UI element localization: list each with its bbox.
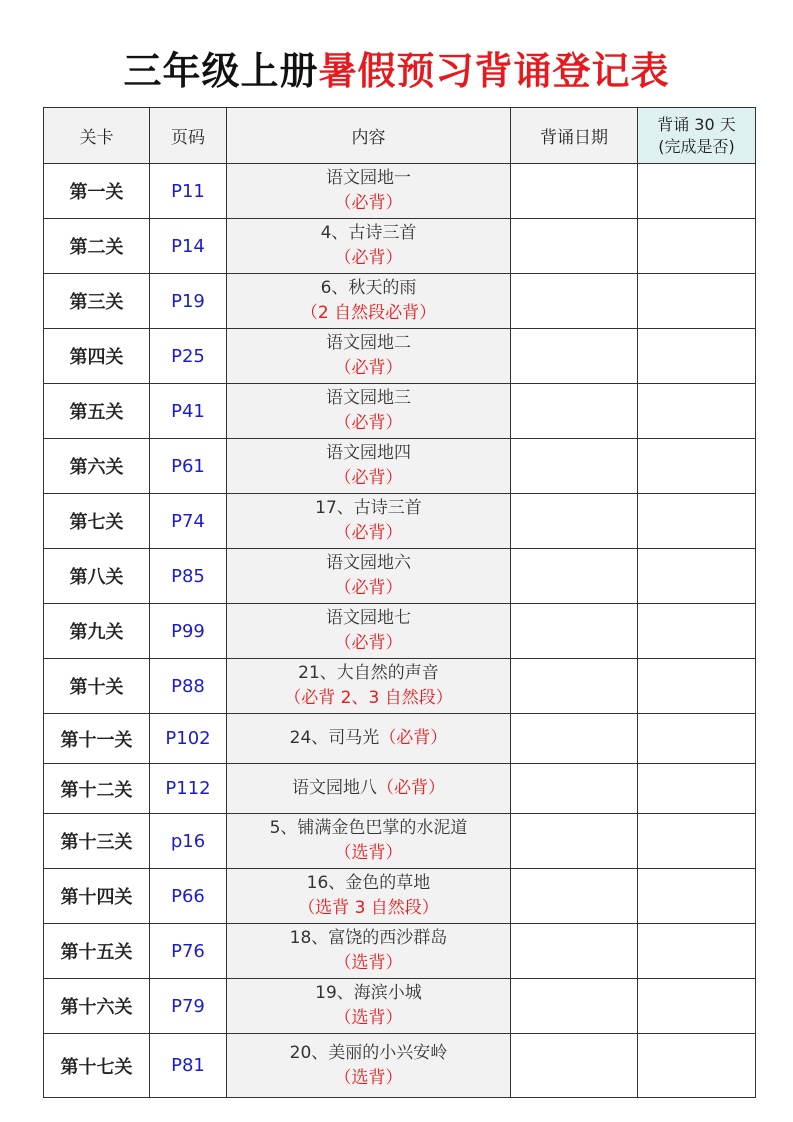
header-done <box>638 108 756 164</box>
table-row <box>44 979 756 1034</box>
done-cell[interactable] <box>638 439 756 494</box>
level-cell: 第八关 <box>44 549 150 604</box>
page-cell: P76 <box>150 924 227 979</box>
level-cell: 第十一关 <box>44 714 150 764</box>
done-cell[interactable] <box>638 604 756 659</box>
date-cell[interactable] <box>511 549 638 604</box>
content-note: （选背） <box>334 843 403 863</box>
page-cell: P61 <box>150 439 227 494</box>
content-cell <box>227 604 511 659</box>
page-cell: P88 <box>150 659 227 714</box>
content-title: 19、海滨小城 <box>315 983 422 1003</box>
content-cell <box>227 979 511 1034</box>
content-title: 语文园地四 <box>326 443 411 463</box>
header-content: 内容 <box>227 108 511 164</box>
content-note: （必背） <box>377 778 445 798</box>
content-note: （必背） <box>334 633 403 653</box>
level-cell: 第十三关 <box>44 814 150 869</box>
table-row <box>44 494 756 549</box>
page-cell: P85 <box>150 549 227 604</box>
date-cell[interactable] <box>511 604 638 659</box>
table-row <box>44 714 756 764</box>
page-cell: P25 <box>150 329 227 384</box>
content-title: 语文园地八 <box>292 778 377 798</box>
content-title: 语文园地六 <box>326 553 411 573</box>
date-cell[interactable] <box>511 384 638 439</box>
title-grade: 三年级上册 <box>123 48 319 93</box>
date-cell[interactable] <box>511 329 638 384</box>
content-note: （选背） <box>334 1067 403 1088</box>
content-title: 语文园地三 <box>326 388 411 408</box>
content-title: 5、铺满金色巴掌的水泥道 <box>269 818 468 838</box>
level-cell: 第二关 <box>44 219 150 274</box>
date-cell[interactable] <box>511 764 638 814</box>
level-cell: 第七关 <box>44 494 150 549</box>
content-cell <box>227 814 511 869</box>
content-note: （选背） <box>334 953 403 973</box>
level-cell: 第十六关 <box>44 979 150 1034</box>
content-cell <box>227 549 511 604</box>
content-note: （选背 3 自然段） <box>298 898 439 918</box>
content-title: 20、美丽的小兴安岭 <box>289 1042 448 1063</box>
table-row <box>44 814 756 869</box>
table-row <box>44 659 756 714</box>
table-row <box>44 1034 756 1098</box>
content-note: （必背） <box>379 728 448 748</box>
page-cell: P14 <box>150 219 227 274</box>
done-cell[interactable] <box>638 979 756 1034</box>
level-cell: 第十关 <box>44 659 150 714</box>
content-title: 17、古诗三首 <box>315 498 422 518</box>
content-title: 21、大自然的声音 <box>298 663 439 683</box>
date-cell[interactable] <box>511 659 638 714</box>
content-title: 18、富饶的西沙群岛 <box>289 928 448 948</box>
content-note: （必背） <box>334 193 403 213</box>
table-row <box>44 869 756 924</box>
done-cell[interactable] <box>638 869 756 924</box>
content-cell <box>227 494 511 549</box>
content-note: （必背） <box>334 468 403 488</box>
header-level: 关卡 <box>44 108 150 164</box>
page-cell: P41 <box>150 384 227 439</box>
table-row <box>44 274 756 329</box>
date-cell[interactable] <box>511 219 638 274</box>
content-cell <box>227 659 511 714</box>
level-cell: 第五关 <box>44 384 150 439</box>
content-cell <box>227 274 511 329</box>
level-cell: 第十五关 <box>44 924 150 979</box>
content-cell <box>227 439 511 494</box>
date-cell[interactable] <box>511 274 638 329</box>
done-cell[interactable] <box>638 549 756 604</box>
page-cell: P112 <box>150 764 227 814</box>
content-note: （必背） <box>334 578 403 598</box>
done-cell[interactable] <box>638 274 756 329</box>
header-done-line1: 背诵 30 天 <box>657 114 736 134</box>
date-cell[interactable] <box>511 714 638 764</box>
content-note: （选背） <box>334 1008 403 1028</box>
content-note: （必背） <box>334 358 403 378</box>
done-cell[interactable] <box>638 219 756 274</box>
content-title: 语文园地二 <box>326 333 411 353</box>
table-row <box>44 384 756 439</box>
date-cell[interactable] <box>511 869 638 924</box>
table-row <box>44 164 756 219</box>
content-note: （必背） <box>334 413 403 433</box>
done-cell[interactable] <box>638 494 756 549</box>
date-cell[interactable] <box>511 439 638 494</box>
level-cell: 第十二关 <box>44 764 150 814</box>
content-title: 6、秋天的雨 <box>320 278 417 298</box>
level-cell: 第十七关 <box>44 1034 150 1098</box>
table-row <box>44 329 756 384</box>
recitation-table <box>43 107 756 1098</box>
table-row <box>44 439 756 494</box>
title-main: 暑假预习背诵登记表 <box>318 48 670 93</box>
date-cell[interactable] <box>511 1034 638 1098</box>
page-cell: P81 <box>150 1034 227 1098</box>
page-cell: P19 <box>150 274 227 329</box>
content-title: 16、金色的草地 <box>306 873 431 893</box>
done-cell[interactable] <box>638 714 756 764</box>
table-row <box>44 604 756 659</box>
date-cell[interactable] <box>511 979 638 1034</box>
page-title <box>0 40 793 95</box>
done-cell[interactable] <box>638 924 756 979</box>
content-cell <box>227 384 511 439</box>
table-row <box>44 219 756 274</box>
content-cell <box>227 764 511 814</box>
content-cell <box>227 924 511 979</box>
table-row <box>44 549 756 604</box>
done-cell[interactable] <box>638 764 756 814</box>
date-cell[interactable] <box>511 924 638 979</box>
date-cell[interactable] <box>511 494 638 549</box>
content-title: 4、古诗三首 <box>320 223 417 243</box>
level-cell: 第六关 <box>44 439 150 494</box>
done-cell[interactable] <box>638 384 756 439</box>
content-note: （必背） <box>334 248 403 268</box>
content-note: （2 自然段必背） <box>300 303 437 323</box>
page-cell: P11 <box>150 164 227 219</box>
header-row <box>44 108 756 164</box>
level-cell: 第十四关 <box>44 869 150 924</box>
table-row <box>44 924 756 979</box>
content-cell <box>227 329 511 384</box>
page-cell: P79 <box>150 979 227 1034</box>
level-cell: 第四关 <box>44 329 150 384</box>
content-note: （必背 2、3 自然段） <box>284 688 453 708</box>
header-page: 页码 <box>150 108 227 164</box>
page-cell: P74 <box>150 494 227 549</box>
content-cell <box>227 164 511 219</box>
table-row <box>44 764 756 814</box>
header-date: 背诵日期 <box>511 108 638 164</box>
content-cell <box>227 869 511 924</box>
page-cell: P99 <box>150 604 227 659</box>
date-cell[interactable] <box>511 814 638 869</box>
done-cell[interactable] <box>638 164 756 219</box>
done-cell[interactable] <box>638 659 756 714</box>
content-cell <box>227 1034 511 1098</box>
done-cell[interactable] <box>638 1034 756 1098</box>
level-cell: 第九关 <box>44 604 150 659</box>
content-cell <box>227 714 511 764</box>
content-cell <box>227 219 511 274</box>
header-done-line2: (完成是否) <box>658 136 735 156</box>
page-cell: P66 <box>150 869 227 924</box>
level-cell: 第三关 <box>44 274 150 329</box>
content-title: 语文园地一 <box>326 168 411 188</box>
page-cell: P102 <box>150 714 227 764</box>
level-cell: 第一关 <box>44 164 150 219</box>
content-title: 语文园地七 <box>326 608 411 628</box>
done-cell[interactable] <box>638 814 756 869</box>
done-cell[interactable] <box>638 329 756 384</box>
page-cell: p16 <box>150 814 227 869</box>
content-note: （必背） <box>334 523 403 543</box>
content-title: 24、司马光 <box>289 728 380 748</box>
date-cell[interactable] <box>511 164 638 219</box>
